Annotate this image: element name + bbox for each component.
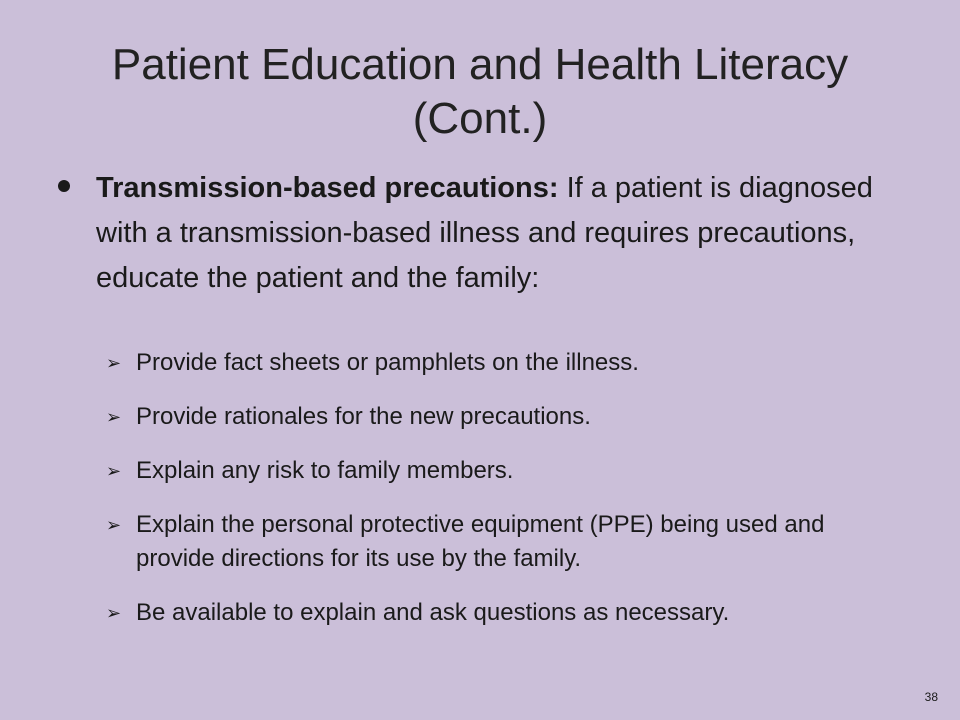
slide-title: Patient Education and Health Literacy (Cont.)	[111, 40, 849, 143]
sub-bullet	[106, 454, 866, 488]
sub-bullet-text: Provide rationales for the new precautions.	[136, 403, 591, 430]
sub-bullet-list	[106, 346, 866, 630]
bullet-dot-icon	[58, 180, 70, 192]
sub-bullet	[106, 400, 866, 434]
sub-bullet-text: Explain the personal protective equipment (PPE) being used and provide directions for its use by the family.	[136, 511, 825, 572]
arrowhead-icon: ➢	[106, 461, 122, 481]
page-number: 38	[924, 690, 938, 704]
sub-bullet-text: Explain any risk to family members.	[136, 457, 514, 484]
main-bullet-text	[96, 166, 888, 301]
main-bullet	[58, 166, 888, 301]
main-bullet-heading: Transmission-based precautions:	[96, 172, 559, 204]
sub-bullet-text: Provide fact sheets or pamphlets on the illness.	[136, 349, 639, 376]
arrowhead-icon: ➢	[106, 515, 122, 535]
arrowhead-icon: ➢	[106, 407, 122, 427]
main-bullet-body: If a patient is diagnosed with a transmission-based illness and requires precautions, educate the patient and the family:	[96, 172, 873, 294]
sub-bullet	[106, 346, 866, 380]
arrowhead-icon: ➢	[106, 603, 122, 623]
sub-bullet-text: Be available to explain and ask questions as necessary.	[136, 599, 730, 626]
arrowhead-icon: ➢	[106, 353, 122, 373]
sub-bullet	[106, 596, 866, 630]
sub-bullet	[106, 508, 866, 576]
